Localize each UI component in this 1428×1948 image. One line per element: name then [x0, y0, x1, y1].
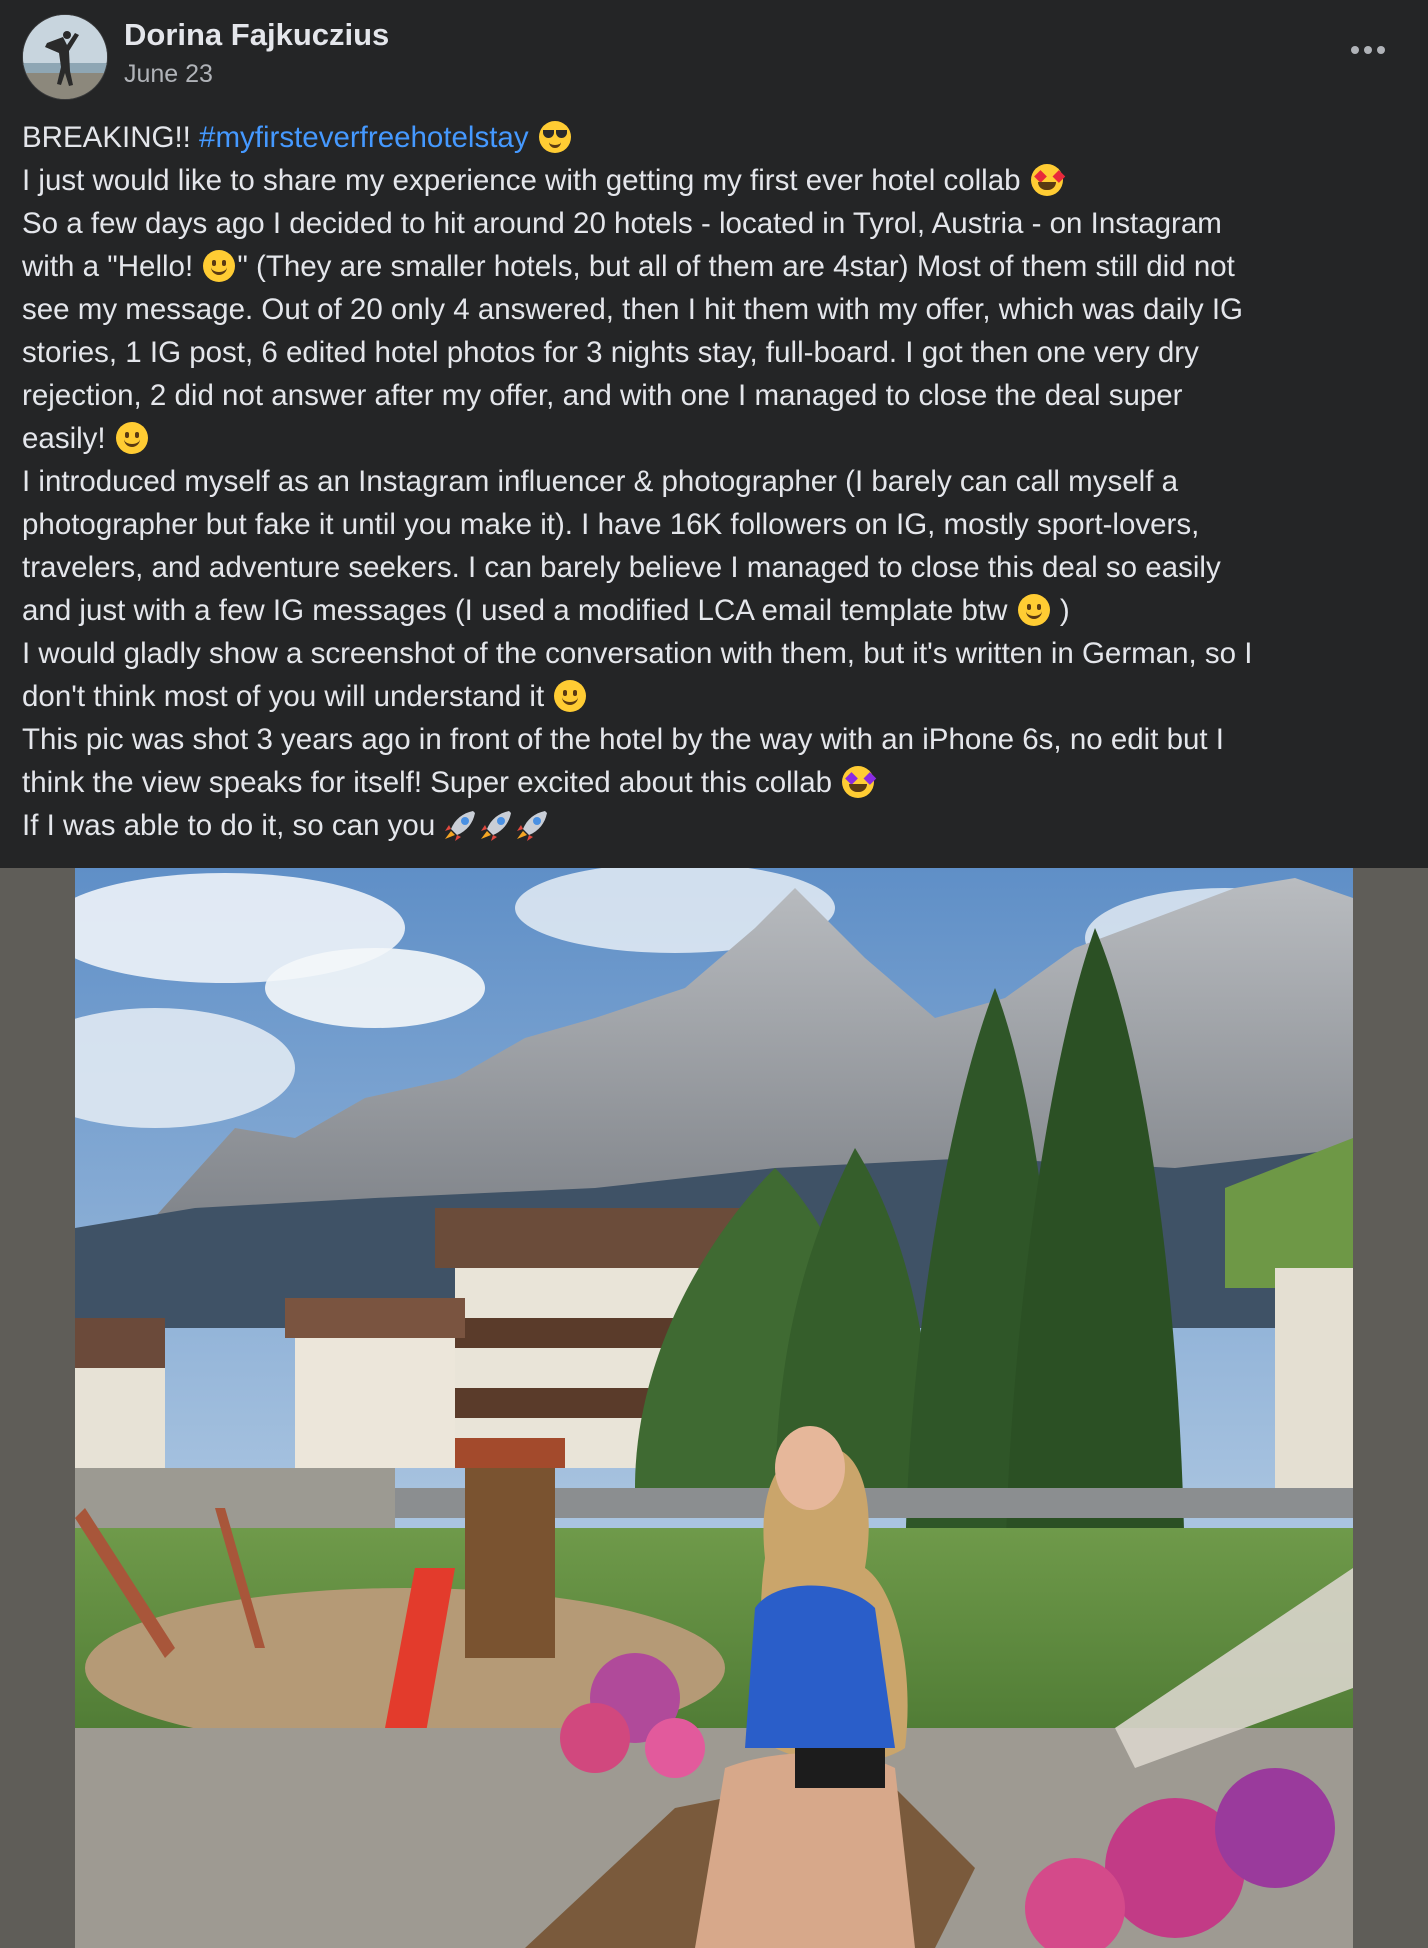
- post-line: [22, 761, 1414, 804]
- post-line: [22, 546, 1414, 589]
- slightly-smiling-face-emoji-icon: [116, 422, 148, 454]
- post-date[interactable]: June 23: [124, 60, 213, 88]
- post-line-text: So a few days ago I decided to hit around 20 hotels - located in Tyrol, Austria - on Instagram: [22, 207, 1222, 240]
- post-line: [22, 116, 1414, 159]
- post-photo[interactable]: [75, 868, 1353, 1948]
- slightly-smiling-face-emoji-icon: [203, 250, 235, 282]
- post-line: [22, 675, 1414, 718]
- post-line-text: rejection, 2 did not answer after my offer, and with one I managed to close the deal super: [22, 379, 1183, 412]
- hashtag-link[interactable]: #myfirsteverfreehotelstay: [199, 121, 529, 154]
- post-line: [22, 374, 1414, 417]
- post-line-text: I introduced myself as an Instagram influencer & photographer (I barely can call myself a: [22, 465, 1178, 498]
- post-line-text: BREAKING!!: [22, 121, 200, 154]
- post-line-text: with a "Hello!: [22, 250, 202, 283]
- rocket-emoji-icon: [443, 809, 477, 841]
- post-line: [22, 460, 1414, 503]
- star-eyes-emoji-icon: [1031, 164, 1063, 196]
- post-line-text: I just would like to share my experience with getting my first ever hotel collab: [22, 164, 1021, 197]
- star-struck-emoji-icon: [842, 766, 874, 798]
- post-line: [22, 632, 1414, 675]
- post-line: [22, 718, 1414, 761]
- post-line-text: If I was able to do it, so can you: [22, 809, 436, 842]
- post-header: [0, 0, 1428, 115]
- post-line: [22, 589, 1414, 632]
- post-line: [22, 202, 1414, 245]
- post-line-text: stories, 1 IG post, 6 edited hotel photos for 3 nights stay, full-board. I got then one very dry: [22, 336, 1199, 369]
- slightly-smiling-face-emoji-icon: [554, 680, 586, 712]
- slightly-smiling-face-emoji-icon: [1018, 594, 1050, 626]
- more-dot: [1364, 46, 1372, 54]
- author-name[interactable]: Dorina Fajkuczius: [124, 17, 390, 52]
- post-line: [22, 245, 1414, 288]
- more-dot: [1377, 46, 1385, 54]
- alpine-hotel-photo-icon: [75, 868, 1353, 1948]
- profile-photo-avatar-icon: [23, 15, 107, 99]
- post-line-text: don't think most of you will understand it: [22, 680, 545, 713]
- post-line-text: " (They are smaller hotels, but all of them are 4star) Most of them still did not: [237, 250, 1235, 283]
- post-line: [22, 331, 1414, 374]
- post-line-text: easily!: [22, 422, 106, 455]
- post-text: [22, 116, 1414, 847]
- post-line-text: This pic was shot 3 years ago in front of the hotel by the way with an iPhone 6s, no edit but I: [22, 723, 1224, 756]
- post-line-text: travelers, and adventure seekers. I can barely believe I managed to close this deal so easily: [22, 551, 1221, 584]
- post-line-text: I would gladly show a screenshot of the conversation with them, but it's written in German, so I: [22, 637, 1253, 670]
- post-line-text: see my message. Out of 20 only 4 answered, then I hit them with my offer, which was daily IG: [22, 293, 1243, 326]
- post-line-text: photographer but fake it until you make it). I have 16K followers on IG, mostly sport-lovers,: [22, 508, 1200, 541]
- photo-frame: [0, 868, 1428, 1948]
- post-line-text: and just with a few IG messages (I used a modified LCA email template btw: [22, 594, 1008, 627]
- post-line: [22, 417, 1414, 460]
- smiling-face-with-sunglasses-emoji-icon: [539, 121, 571, 153]
- rocket-emoji-icon: [515, 809, 549, 841]
- avatar[interactable]: [22, 14, 108, 100]
- post-line: [22, 288, 1414, 331]
- rocket-emoji-icon: [479, 809, 513, 841]
- post-line-text: think the view speaks for itself! Super excited about this collab: [22, 766, 833, 799]
- post-line: [22, 503, 1414, 546]
- post-line: [22, 159, 1414, 202]
- post-line-text: ): [1059, 594, 1070, 627]
- post-line: [22, 804, 1414, 847]
- more-options-icon[interactable]: [1340, 30, 1396, 70]
- more-dot: [1351, 46, 1359, 54]
